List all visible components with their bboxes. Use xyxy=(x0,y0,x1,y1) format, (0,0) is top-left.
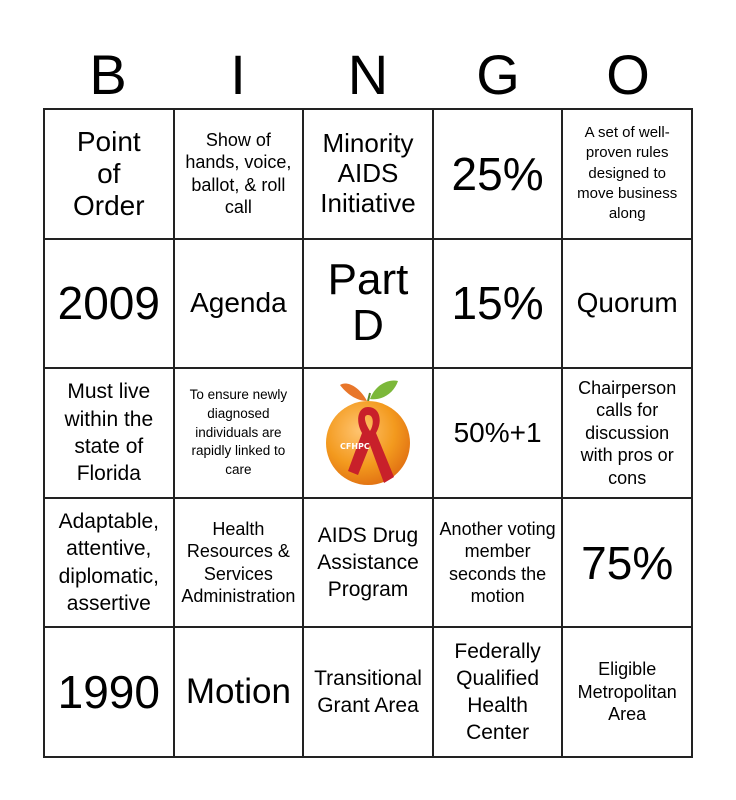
cell-text: Adaptable, attentive, diplomatic, assertive xyxy=(58,510,159,615)
free-space[interactable] xyxy=(303,368,433,498)
bingo-board xyxy=(43,108,693,758)
bingo-cell[interactable] xyxy=(303,498,433,628)
cell-text: Chairperson calls for discussion with pros or cons xyxy=(578,377,677,488)
bingo-cell[interactable] xyxy=(44,627,174,757)
cell-text: Part D xyxy=(327,255,409,351)
bingo-cell[interactable] xyxy=(174,368,304,498)
cell-text: Agenda xyxy=(190,287,287,319)
cell-text: 2009 xyxy=(57,277,160,330)
cell-text: To ensure newly diagnosed individuals are rapidly linked to care xyxy=(189,386,288,478)
bingo-cell[interactable] xyxy=(174,109,304,239)
bingo-cell[interactable] xyxy=(44,109,174,239)
cell-text: Health Resources & Services Administration xyxy=(181,518,296,607)
cell-text: A set of well-proven rules designed to move business along xyxy=(577,124,678,223)
cell-text: 75% xyxy=(581,536,674,589)
cell-text: 15% xyxy=(451,277,544,330)
bingo-cell[interactable] xyxy=(562,498,692,628)
cell-text: Quorum xyxy=(576,287,678,319)
cell-text: Transitional Grant Area xyxy=(314,666,422,718)
bingo-cell[interactable] xyxy=(44,239,174,369)
cell-text: Point of Order xyxy=(73,125,145,221)
cell-text: Show of hands, voice, ballot, & roll call xyxy=(185,129,292,218)
header-letter-n: N xyxy=(347,42,389,106)
header-letter-i: I xyxy=(230,42,246,106)
header-letter-b: B xyxy=(89,42,127,106)
cell-text: Minority AIDS Initiative xyxy=(320,127,416,218)
logo-text: CFHPC xyxy=(339,441,370,451)
bingo-cell[interactable] xyxy=(303,627,433,757)
cell-text: Another voting member seconds the motion xyxy=(439,518,556,607)
cell-text: Motion xyxy=(185,671,291,711)
cell-text: Must live within the state of Florida xyxy=(64,380,154,486)
cell-text: 1990 xyxy=(57,666,160,719)
cell-text: Eligible Metropolitan Area xyxy=(577,659,677,725)
bingo-cell[interactable] xyxy=(433,627,563,757)
bingo-cell[interactable] xyxy=(303,239,433,369)
bingo-cell[interactable] xyxy=(174,239,304,369)
cell-text: 25% xyxy=(451,147,544,200)
bingo-cell[interactable] xyxy=(433,368,563,498)
bingo-cell[interactable] xyxy=(562,109,692,239)
bingo-cell[interactable] xyxy=(433,239,563,369)
bingo-cell[interactable] xyxy=(433,498,563,628)
bingo-cell[interactable] xyxy=(44,498,174,628)
bingo-header xyxy=(43,40,693,108)
header-letter-o: O xyxy=(606,42,650,106)
bingo-cell[interactable] xyxy=(433,109,563,239)
bingo-cell[interactable] xyxy=(562,239,692,369)
orange-red-ribbon-logo-icon xyxy=(318,371,418,495)
bingo-cell[interactable] xyxy=(174,498,304,628)
cell-text: AIDS Drug Assistance Program xyxy=(317,523,419,602)
bingo-cell[interactable] xyxy=(174,627,304,757)
bingo-cell[interactable] xyxy=(44,368,174,498)
cell-text: 50%+1 xyxy=(453,416,542,448)
header-letter-g: G xyxy=(476,42,520,106)
bingo-cell[interactable] xyxy=(562,627,692,757)
bingo-cell[interactable] xyxy=(562,368,692,498)
bingo-cell[interactable] xyxy=(303,109,433,239)
cell-text: Federally Qualified Health Center xyxy=(454,639,541,745)
